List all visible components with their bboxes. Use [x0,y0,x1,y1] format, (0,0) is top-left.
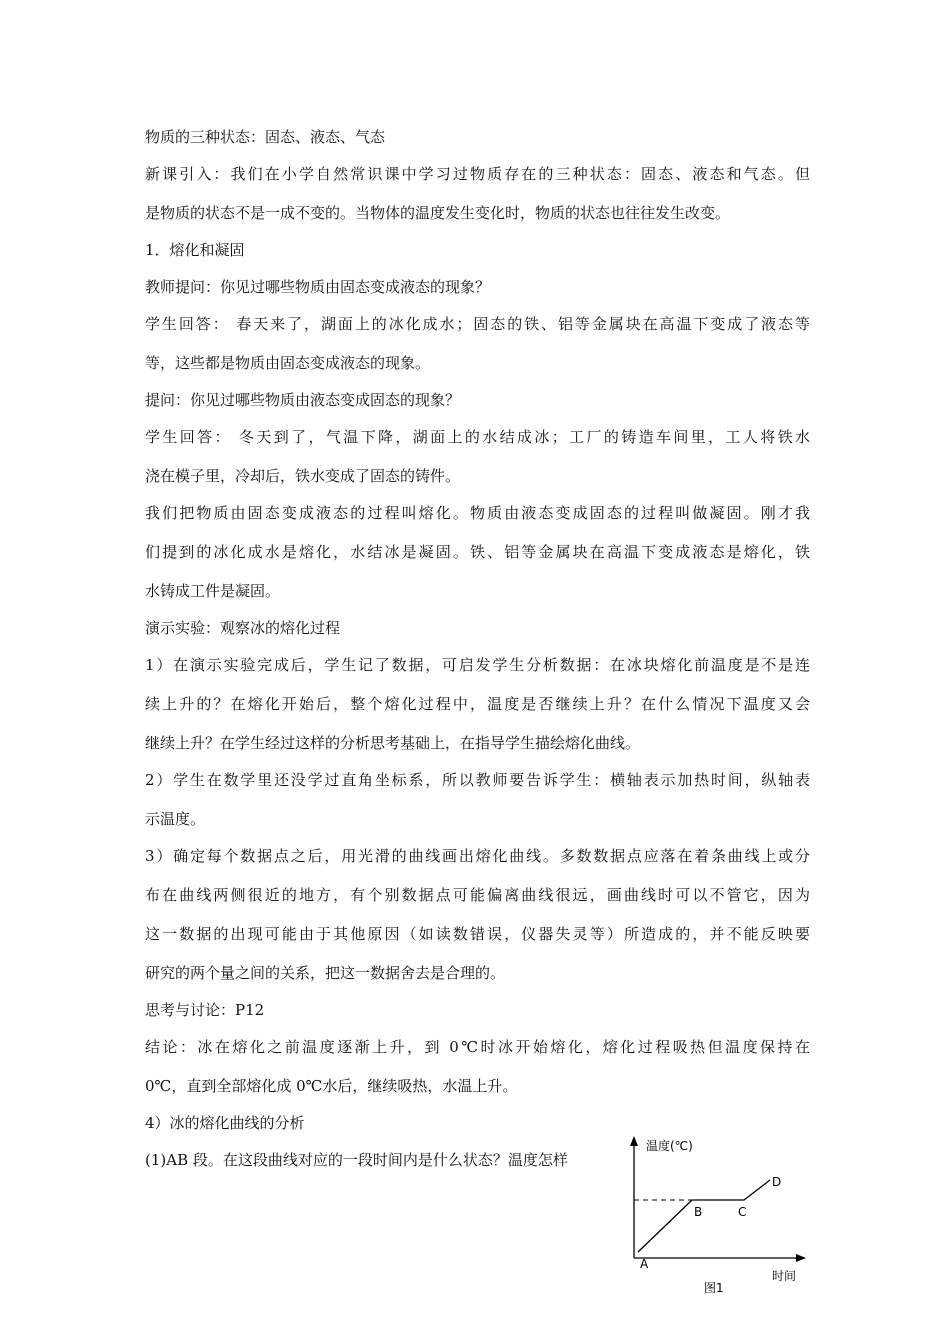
text-line: 1）在演示实验完成后，学生记了数据，可启发学生分析数据：在冰块熔化前温度是不是连 [145,656,810,674]
y-axis-label: 温度(℃) [646,1139,693,1153]
text-line: 思考与讨论：P12 [145,1001,265,1019]
text-line: 是物质的状态不是一成不变的。当物体的温度发生变化时，物质的状态也往往发生改变。 [145,204,731,222]
text-line: (1)AB 段。在这段曲线对应的一段时间内是什么状态？温度怎样 [145,1151,568,1169]
text-line: 我们把物质由固态变成液态的过程叫熔化。物质由液态变成固态的过程叫做凝固。刚才我 [145,504,810,522]
doc-title: 物质的三种状态：固态、液态、气态 [145,128,386,146]
text-line: 提问：你见过哪些物质由液态变成固态的现象？ [145,391,461,409]
text-line: 这一数据的出现可能由于其他原因（如读数错误，仪器失灵等）所造成的，并不能反映要 [145,925,810,943]
text-line: 学生回答： 冬天到了，气温下降，湖面上的水结成冰；工厂的铸造车间里，工人将铁水 [145,428,810,446]
text-line: 示温度。 [145,810,206,828]
text-line: 水铸成工件是凝固。 [145,582,281,600]
x-axis-arrow [796,1254,806,1262]
text-line: 新课引入：我们在小学自然常识课中学习过物质存在的三种状态：固态、液态和气态。但 [145,165,810,183]
text-line: 演示实验：观察冰的熔化过程 [145,619,341,637]
text-line: 等，这些都是物质由固态变成液态的现象。 [145,354,431,372]
section-heading: 1．熔化和凝固 [145,241,245,259]
text-line: 研究的两个量之间的关系，把这一数据舍去是合理的。 [145,964,506,982]
text-line: 继续上升？在学生经过这样的分析思考基础上，在指导学生描绘熔化曲线。 [145,734,641,752]
text-line: 教师提问：你见过哪些物质由固态变成液态的现象？ [145,278,491,296]
text-line: 0℃，直到全部熔化成 0℃水后，继续吸热，水温上升。 [145,1077,518,1095]
text-line: 学生回答： 春天来了，湖面上的冰化成水；固态的铁、铝等金属块在高温下变成了液态等 [145,315,810,333]
point-label-b: B [694,1205,703,1219]
x-axis-label: 时间 [772,1269,797,1283]
text-line: 结论：冰在熔化之前温度逐渐上升，到 0℃时冰开始熔化，熔化过程吸热但温度保持在 [145,1038,810,1056]
melting-curve [638,1180,770,1252]
point-label-a: A [640,1257,649,1271]
text-line: 3）确定每个数据点之后，用光滑的曲线画出熔化曲线。多数数据点应落在着条曲线上或分 [145,847,810,865]
text-line: 们提到的冰化成水是熔化，水结冰是凝固。铁、铝等金属块在高温下变成液态是熔化，铁 [145,543,810,561]
melting-curve-figure [620,1130,820,1300]
y-axis-arrow [630,1136,638,1146]
point-label-c: C [738,1205,747,1219]
text-line: 续上升的？在熔化开始后，整个熔化过程中，温度是否继续上升？在什么情况下温度又会 [145,695,810,713]
text-line: 浇在模子里，冷却后，铁水变成了固态的铸件。 [145,467,461,485]
figure-caption: 图1 [704,1281,724,1295]
text-line: 2）学生在数学里还没学过直角坐标系，所以教师要告诉学生：横轴表示加热时间，纵轴表 [145,771,810,789]
text-line: 4）冰的熔化曲线的分析 [145,1114,305,1132]
point-label-d: D [772,1175,782,1189]
text-line: 布在曲线两侧很近的地方，有个别数据点可能偏离曲线很远，画曲线时可以不管它，因为 [145,886,810,904]
